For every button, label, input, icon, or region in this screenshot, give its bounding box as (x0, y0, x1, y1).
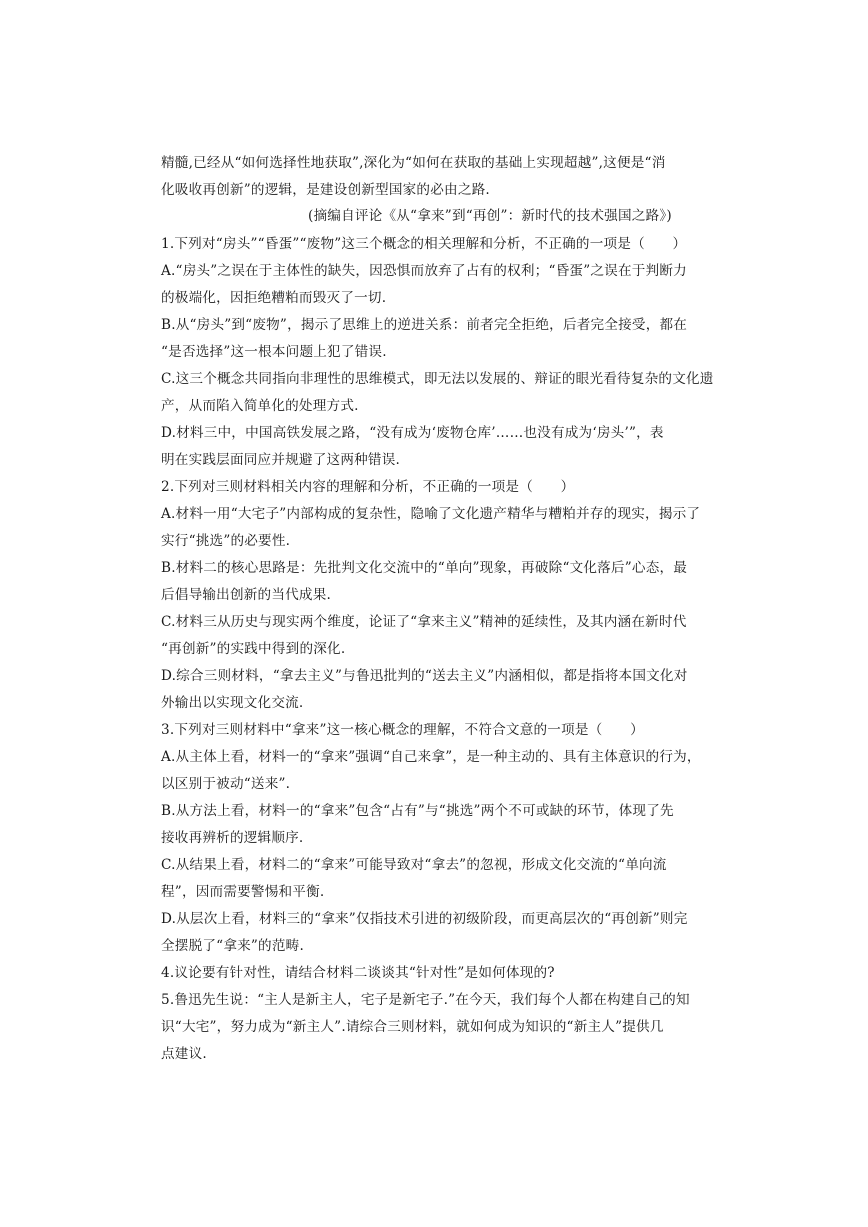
option-line: “是否选择”这一根本问题上犯了错误. (161, 344, 387, 360)
option-line: 后倡导输出创新的当代成果. (161, 587, 332, 603)
source-citation: (摘编自评论《从“拿来”到“再创”：新时代的技术强国之路》) (308, 208, 672, 224)
option-line: D.材料三中，中国高铁发展之路，“没有成为‘废物仓库’……也没有成为‘房头’”，表 (161, 425, 664, 441)
question-5-line: 识“大宅”，努力成为“新主人”.请综合三则材料，就如何成为知识的“新主人”提供几 (161, 1019, 664, 1035)
option-line: 外输出以实现文化交流. (161, 695, 304, 711)
option-line: B.从方法上看，材料一的“拿来”包含“占有”与“挑选”两个不可或缺的环节，体现了先 (161, 803, 674, 819)
option-line: C.这三个概念共同指向非理性的思维模式，即无法以发展的、辩证的眼光看待复杂的文化遗 (161, 371, 714, 387)
option-line: 程”，因而需要警惕和平衡. (161, 884, 325, 900)
option-line: 接收再辨析的逻辑顺序. (161, 830, 304, 846)
option-line: D.从层次上看，材料三的“拿来”仅指技术引进的初级阶段，而更高层次的“再创新”则完 (161, 911, 688, 927)
option-line: 以区别于被动“送来”. (161, 776, 291, 792)
option-line: A.“房头”之误在于主体性的缺失，因恐惧而放弃了占有的权利；“昏蛋”之误在于判断力 (161, 263, 687, 279)
option-line: C.材料三从历史与现实两个维度，论证了“拿来主义”精神的延续性，及其内涵在新时代 (161, 614, 687, 630)
passage-line: 化吸收再创新”的逻辑，是建设创新型国家的必由之路. (161, 182, 490, 198)
passage-line: 精髓,已经从“如何选择性地获取”,深化为“如何在获取的基础上实现超越”,这便是“消 (161, 155, 666, 171)
option-line: C.从结果上看，材料二的“拿来”可能导致对“拿去”的忽视，形成文化交流的“单向流 (161, 857, 667, 873)
option-line: 全摆脱了“拿来”的范畴. (161, 938, 304, 954)
question-2: 2.下列对三则材料相关内容的理解和分析，不正确的一项是（ ） (161, 479, 575, 495)
option-line: B.从“房头”到“废物”，揭示了思维上的逆进关系：前者完全拒绝，后者完全接受，都在 (161, 317, 688, 333)
option-line: 产，从而陷入简单化的处理方式. (161, 398, 359, 414)
question-3: 3.下列对三则材料中“拿来”这一核心概念的理解，不符合文意的一项是（ ） (161, 722, 644, 738)
option-line: “再创新”的实践中得到的深化. (161, 641, 346, 657)
option-line: 的极端化，因拒绝糟粕而毁灭了一切. (161, 290, 387, 306)
option-line: A.材料一用“大宅子”内部构成的复杂性，隐喻了文化遗产精华与糟粕并存的现实，揭示了 (161, 506, 701, 522)
question-4: 4.议论要有针对性，请结合材料二谈谈其“针对性”是如何体现的? (161, 965, 555, 981)
option-line: 实行“挑选”的必要性. (161, 533, 291, 549)
option-line: 明在实践层面同应并规避了这两种错误. (161, 452, 401, 468)
question-1: 1.下列对“房头”“昏蛋”“废物”这三个概念的相关理解和分析，不正确的一项是（ ） (161, 236, 687, 252)
question-5: 5.鲁迅先生说：“主人是新主人，宅子是新宅子.”在今天，我们每个人都在构建自己的知 (161, 992, 690, 1008)
option-line: B.材料二的核心思路是：先批判文化交流中的“单向”现象，再破除“文化落后”心态，最 (161, 560, 688, 576)
option-line: D.综合三则材料，“拿去主义”与鲁迅批判的“送去主义”内涵相似，都是指将本国文化对 (161, 668, 688, 684)
question-5-line: 点建议. (161, 1046, 207, 1062)
option-line: A.从主体上看，材料一的“拿来”强调“自己来拿”，是一种主动的、具有主体意识的行为， (161, 749, 701, 765)
